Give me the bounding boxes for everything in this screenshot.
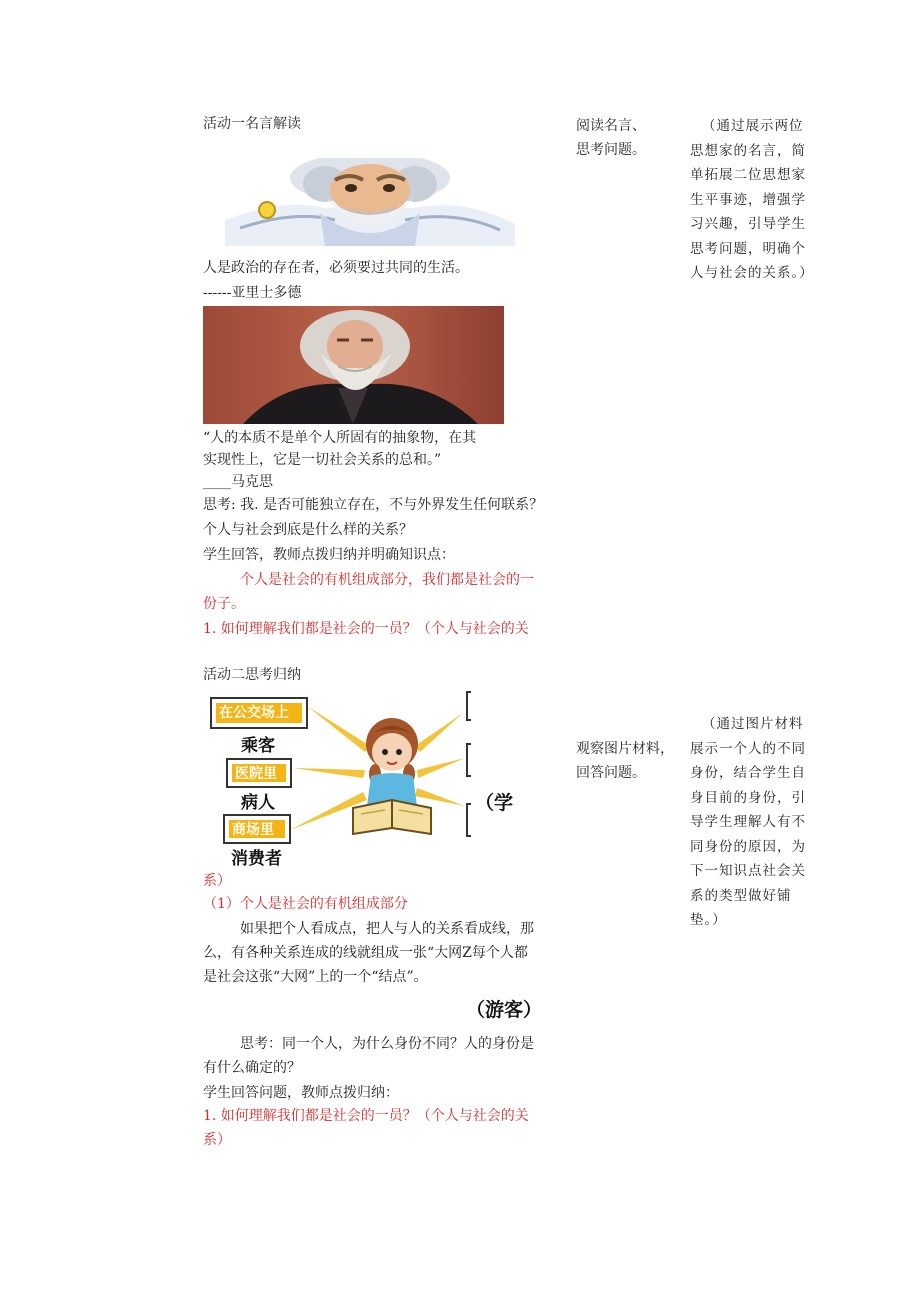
student-activity-1 [576,114,646,162]
intent1-line: 生平事迹，增强学 [690,191,806,208]
student-activity-2-line1: 观察图片材料， [576,741,674,757]
intent1-line: （通过展示两位 [702,118,804,134]
paragraph-line1: 如果把个人看成点，把人与人的关系看成线，那 [240,921,534,937]
label-bus [210,697,308,729]
role-tourist: （游客） [466,999,543,1021]
think2-line1: 思考：同一个人，为什么身份不同？人的身份是 [240,1036,534,1052]
role-passenger: 乘客 [241,736,275,756]
question-1-continued: 系） [203,873,231,889]
aristotle-image [225,158,515,246]
label-mall-text: 商场里 [229,820,285,838]
think-question-line2: 个人与社会到底是什么样的关系？ [203,522,413,538]
intent1-line: 思考问题，明确个 [690,240,806,257]
aristotle-quote: 人是政治的存在者，必须要过共同的生活。 [203,260,469,276]
think-question-line1: 思考: 我. 是否可能独立存在，不与外界发生任何联系？ [203,497,544,513]
paragraph-line2: 么，有各种关系连成的线就组成一张“大网Z每个人都 [203,945,528,961]
intent1-line: 思想家的名言，简 [690,142,806,159]
marx-image [203,306,504,424]
intent2-line: 系的类型做好铺 [690,887,792,904]
intent2-line: 垫。） [690,912,727,928]
label-hospital [226,758,292,788]
intent1-line: 人与社会的关系。） [690,265,814,281]
marx-author: ____马克思 [203,474,273,490]
label-mall [223,814,291,844]
role-consumer: 消费者 [231,849,282,869]
intent2-line: 下一知识点社会关 [690,863,806,879]
student-activity-2-line2: 回答问题。 [576,765,646,781]
intent1-line: 单拓展二位思想家 [690,167,806,183]
student-activity-1-line1: 阅读名言、 [576,118,646,134]
intent2-line: 展示一个人的不同 [690,740,806,757]
intent2-line: 同身份的原因，为 [690,838,806,855]
activity2-heading: 活动二思考归纳 [203,667,301,683]
intent2-line: （通过图片材料 [702,716,804,732]
think2-line2: 有什么确定的？ [203,1060,301,1076]
intent2-line: 身份，结合学生自 [690,765,806,781]
question-1-repeat-line1: 1. 如何理解我们都是社会的一员？（个人与社会的关 [203,1108,529,1124]
label-hospital-text: 医院里 [232,764,286,782]
marx-quote-line2: 实现性上，它是一切社会关系的总和。” [203,452,442,468]
key-point-line2: 份子。 [203,596,245,612]
intent1-line: 习兴趣，引导学生 [690,216,806,232]
design-intent-1 [690,114,814,286]
label-bus-text: 在公交场上 [216,703,302,723]
student-activity-1-line2: 思考问题。 [576,142,646,158]
key-point-line1: 个人是社会的有机组成部分，我们都是社会的一 [240,572,534,588]
marx-quote-line1: “人的本质不是单个人所固有的抽象物，在其 [203,430,477,446]
intent2-line: 身目前的身份，引 [690,789,806,806]
question-1-repeat-line2: 系） [203,1132,231,1148]
student-answer-note: 学生回答，教师点拨归纳并明确知识点： [203,547,455,563]
design-intent-2 [690,712,806,933]
paragraph-line3: 是社会这张“大网”上的一个“结点”。 [203,969,428,985]
activity1-heading: 活动一名言解读 [203,116,301,132]
question-1: 1. 如何理解我们都是社会的一员？（个人与社会的关 [203,621,529,637]
student-answer-note-2: 学生回答问题，教师点拨归纳： [203,1085,399,1101]
role-patient: 病人 [241,793,275,813]
student-activity-2 [576,737,674,785]
aristotle-author: ------亚里士多德 [203,285,302,301]
identity-diagram [205,688,535,873]
role-student-open: （学 [475,792,514,814]
subpoint-1: （1）个人是社会的有机组成部分 [203,896,408,912]
intent2-line: 导学生理解人有不 [690,814,806,830]
